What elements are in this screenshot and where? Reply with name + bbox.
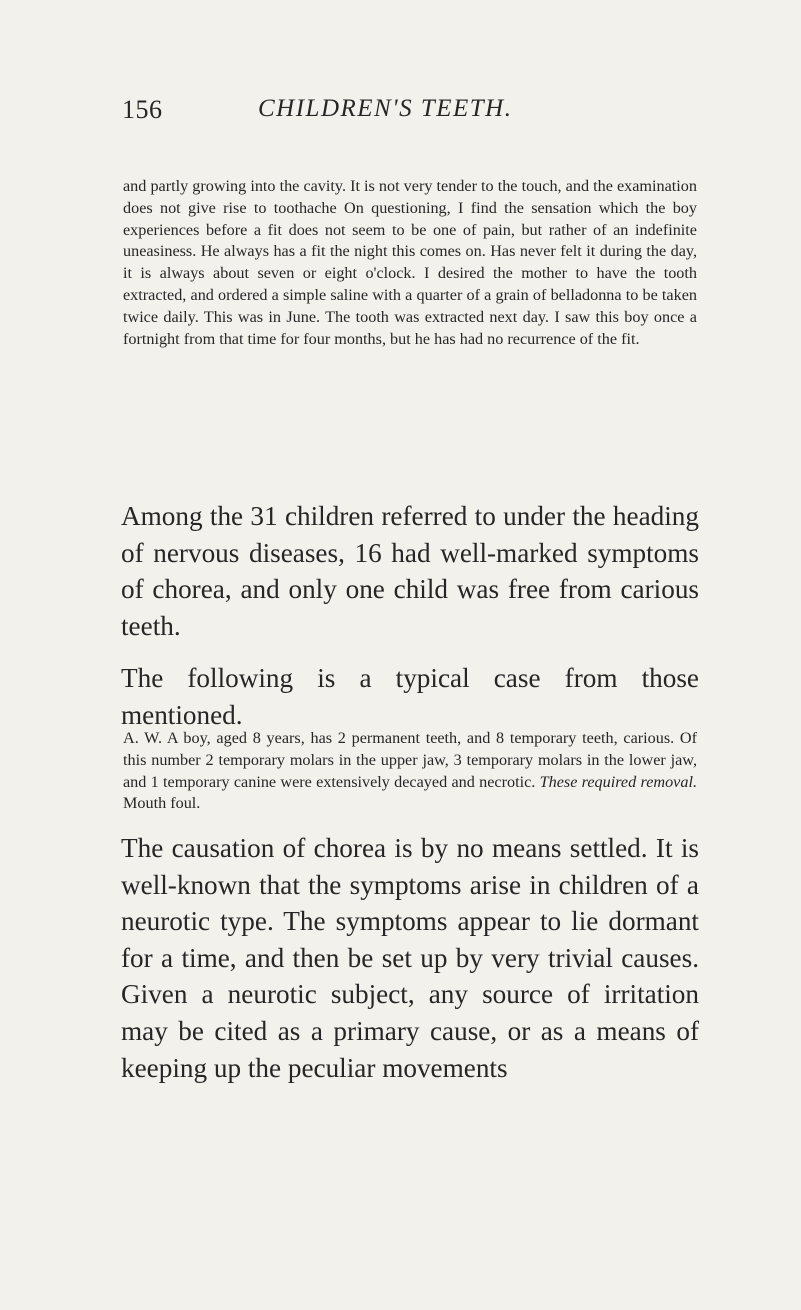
- typical-case-intro: The following is a typical case from those mentioned.: [121, 663, 699, 730]
- case-report-italic-note: These required removal.: [539, 772, 697, 791]
- running-title: CHILDREN'S TEETH.: [258, 95, 513, 122]
- page-number: 156: [122, 95, 163, 124]
- chorea-causation-paragraph: The causation of chorea is by no means settled. It is well-known that the symptoms arise in children of a neurotic type. The symptoms appear to lie dormant for a time, and then be set up by very trivial causes. Given a neurotic subject, any source of irritation may be cited as a primary cause, or as a means of keeping up the peculiar movements: [121, 833, 699, 1083]
- case-report-text: A. W. A boy, aged 8 years, has 2 permanent teeth, and 8 temporary teeth, carious. Of this number 2 temporary molars in the upper jaw, 3 temporary molars in the lower jaw, and 1 temporary canine were extensively decayed and necrotic.: [123, 729, 697, 791]
- chorea-statistics-paragraph: Among the 31 children referred to under the heading of nervous diseases, 16 had well-marked symptoms of chorea, and only one child was free from carious teeth.: [121, 501, 699, 641]
- case-paragraph-continued: and partly growing into the cavity. It is not very tender to the touch, and the examination does not give rise to toothache On questioning, I find the sensation which the boy experiences before a fit does not seem to be one of pain, but rather of an indefinite uneasiness. He always has a fit the night this comes on. Has never felt it during the day, it is always about seven or eight o'clock. I desired the mother to have the tooth extracted, and ordered a simple saline with a quarter of a grain of belladonna to be taken twice daily. This was in June. The tooth was extracted next day. I saw this boy once a fortnight from that time for four months, but he has had no recurrence of the fit.: [123, 177, 697, 348]
- case-report-ending: Mouth foul.: [123, 794, 201, 813]
- case-report-paragraph: [123, 728, 697, 815]
- page-header: [122, 95, 702, 135]
